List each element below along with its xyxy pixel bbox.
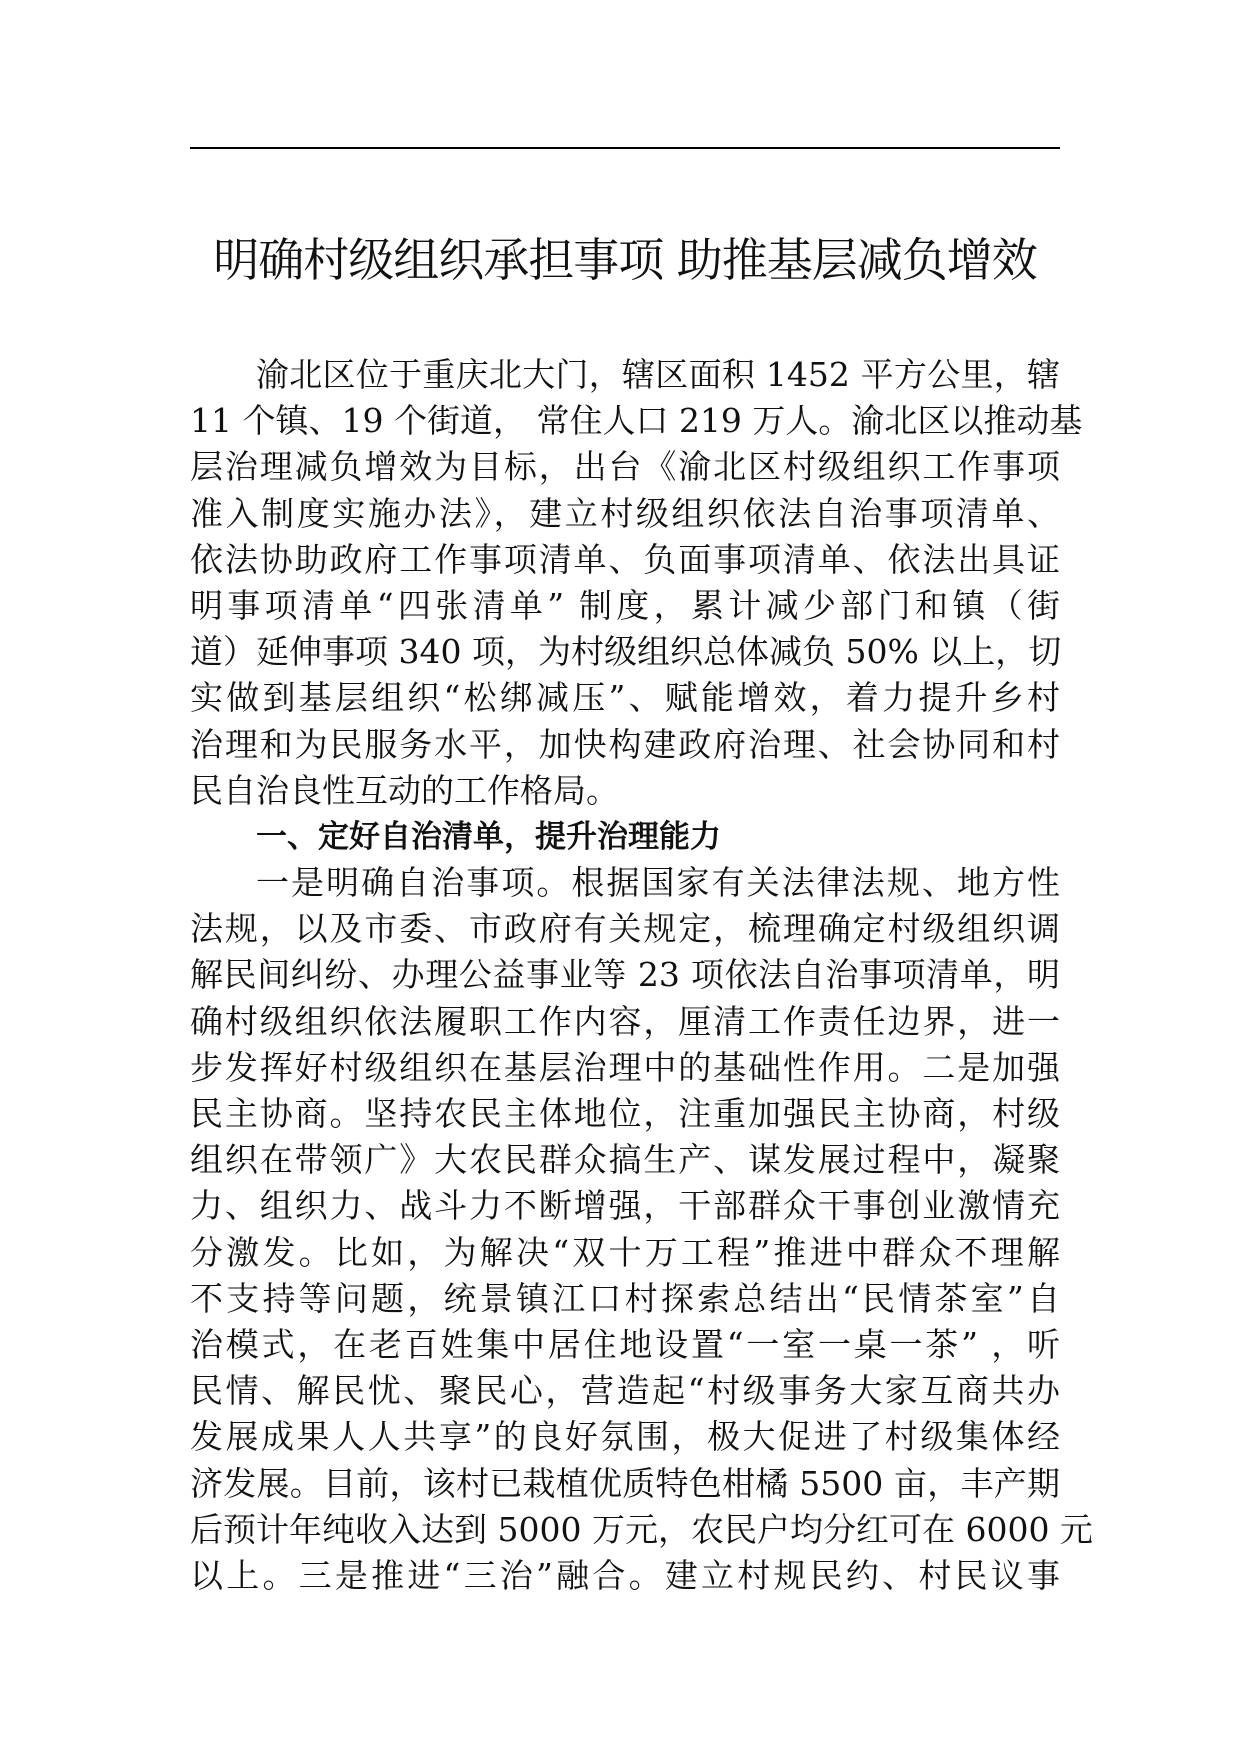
paragraph-line: 济发展。目前，该村已栽植优质特色柑橘 5500 亩，丰产期 <box>190 1463 1060 1503</box>
paragraph-line: 解民间纠纷、办理公益事业等 23 项依法自治事项清单，明 <box>190 955 1060 995</box>
paragraph-line: 道）延伸事项 340 项，为村级组织总体减负 50% 以上，切 <box>190 632 1062 672</box>
paragraph-line: 民自治良性互动的工作格局。 <box>190 770 619 810</box>
paragraph-line: 法规，以及市委、市政府有关规定，梳理确定村级组织调 <box>190 909 1060 949</box>
paragraph-line: 明事项清单“四张清单” 制度，累计减少部门和镇（街 <box>190 585 1060 625</box>
document-body <box>190 352 1093 1599</box>
paragraph-line: 不支持等问题，统景镇江口村探索总结出“民情茶室”自 <box>190 1278 1060 1318</box>
paragraph-line: 发展成果人人共享”的良好氛围，极大促进了村级集体经 <box>190 1417 1060 1457</box>
section-heading: 一、定好自治清单，提升治理能力 <box>256 818 721 855</box>
paragraph-line: 民情、解民忧、聚民心，营造起“村级事务大家互商共办 <box>190 1371 1060 1411</box>
paragraph-line: 力、组织力、战斗力不断增强，干部群众干事创业激情充 <box>190 1186 1060 1226</box>
paragraph-line: 确村级组织依法履职工作内容，厘清工作责任边界，进一 <box>190 1001 1060 1041</box>
paragraph-line: 以上。三是推进“三治”融合。建立村规民约、村民议事 <box>190 1555 1060 1595</box>
paragraph-line: 分激发。比如，为解决“双十万工程”推进中群众不理解 <box>190 1232 1060 1272</box>
paragraph-line: 渝北区位于重庆北大门，辖区面积 1452 平方公里，辖 <box>256 355 1060 394</box>
paragraph-line: 层治理减负增效为目标，出台《渝北区村级组织工作事项 <box>190 447 1060 487</box>
paragraph-line: 实做到基层组织“松绑减压”、赋能增效，着力提升乡村 <box>190 678 1060 718</box>
paragraph-line: 11 个镇、19 个街道， 常住人口 219 万人。渝北区以推动基 <box>190 401 1083 441</box>
document-title: 明确村级组织承担事项 助推基层减负增效 <box>213 233 1037 287</box>
paragraph-line: 民主协商。坚持农民主体地位，注重加强民主协商，村级 <box>190 1094 1060 1133</box>
paragraph-line: 后预计年纯收入达到 5000 万元，农民户均分红可在 6000 元 <box>190 1509 1093 1549</box>
header-rule <box>190 147 1060 149</box>
paragraph-line: 一是明确自治事项。根据国家有关法律法规、地方性 <box>256 863 1060 903</box>
paragraph-line: 步发挥好村级组织在基层治理中的基础性作用。二是加强 <box>190 1047 1060 1087</box>
paragraph-line: 准入制度实施办法》，建立村级组织依法自治事项清单、 <box>190 493 1060 533</box>
paragraph-line: 依法协助政府工作事项清单、负面事项清单、依法出具证 <box>190 539 1060 579</box>
paragraph-line: 治理和为民服务水平，加快构建政府治理、社会协同和村 <box>190 724 1060 764</box>
paragraph-line: 组织在带领广》大农民群众搞生产、谋发展过程中，凝聚 <box>190 1140 1060 1180</box>
paragraph-line: 治模式，在老百姓集中居住地设置“一室一桌一茶” ，听 <box>190 1324 1060 1364</box>
